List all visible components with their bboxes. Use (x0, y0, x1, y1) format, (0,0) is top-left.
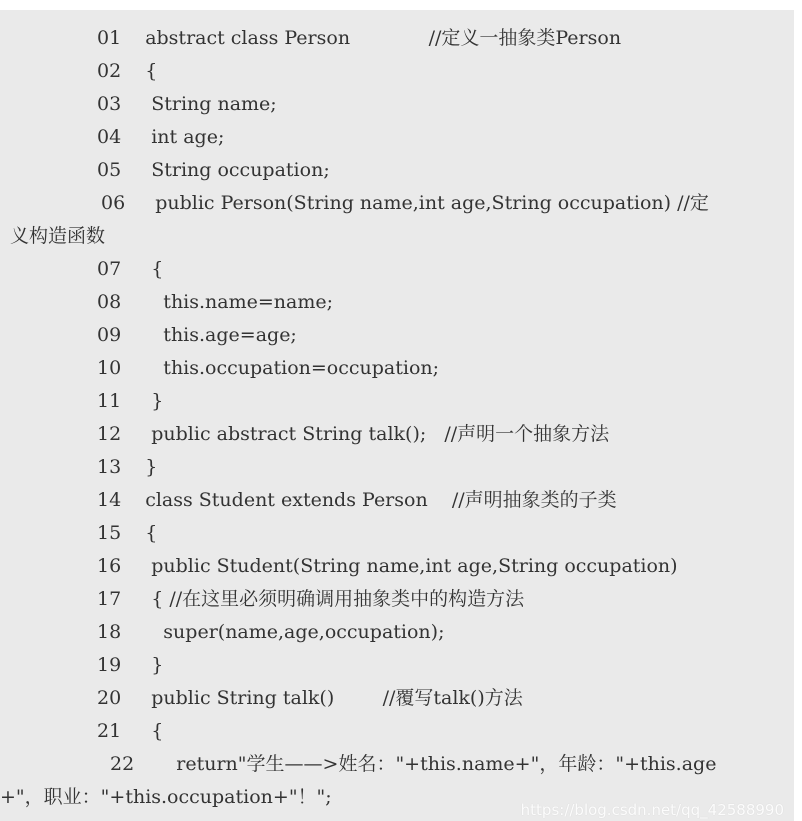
code-block (0, 10, 794, 821)
code-text: { //在这里必须明确调用抽象类中的构造方法 (145, 588, 525, 610)
line-number: 08 (97, 291, 122, 313)
code-line (97, 253, 163, 286)
code-text: public Person(String name,int age,String occupation) //定 (155, 192, 709, 214)
code-text: return"学生——>姓名："+this.name+"，年龄："+this.age (164, 753, 717, 775)
line-number: 15 (97, 522, 122, 544)
code-text: { (145, 258, 164, 280)
code-text: super(name,age,occupation); (145, 621, 445, 643)
watermark: https://blog.csdn.net/qq_42588990 (520, 801, 784, 819)
code-line (97, 319, 297, 352)
code-line-continuation (0, 781, 332, 814)
code-line (97, 286, 333, 319)
code-line (97, 484, 617, 517)
code-line (97, 616, 444, 649)
code-line (97, 121, 224, 154)
line-number: 06 (101, 192, 126, 214)
code-text: public String talk() //覆写talk()方法 (145, 687, 523, 709)
code-text: { (145, 720, 164, 742)
line-number: 05 (97, 159, 122, 181)
code-text: abstract class Person //定义一抽象类Person (145, 27, 622, 49)
code-line (97, 517, 157, 550)
line-number: 21 (97, 720, 122, 742)
line-number: 01 (97, 27, 122, 49)
code-line (97, 154, 330, 187)
line-number: 13 (97, 456, 122, 478)
code-line (97, 385, 163, 418)
code-line (97, 649, 163, 682)
code-text: public abstract String talk(); //声明一个抽象方法 (145, 423, 610, 445)
line-number: 18 (97, 621, 122, 643)
code-line (97, 418, 609, 451)
line-number: 02 (97, 60, 122, 82)
code-text: class Student extends Person //声明抽象类的子类 (145, 489, 617, 511)
line-number: 03 (97, 93, 122, 115)
line-number: 20 (97, 687, 122, 709)
code-text: String name; (145, 93, 277, 115)
code-line (97, 550, 678, 583)
line-number: 11 (97, 390, 122, 412)
code-line (97, 451, 157, 484)
code-line-continuation (10, 220, 105, 253)
code-text: } (145, 390, 164, 412)
code-line (110, 748, 716, 781)
code-text: +"，职业："+this.occupation+"！"; (0, 786, 332, 808)
code-text: } (145, 654, 164, 676)
code-line (97, 715, 163, 748)
line-number: 12 (97, 423, 122, 445)
code-text: this.occupation=occupation; (145, 357, 440, 379)
line-number: 17 (97, 588, 122, 610)
code-text: String occupation; (145, 159, 330, 181)
line-number: 04 (97, 126, 122, 148)
line-number: 07 (97, 258, 122, 280)
code-line (101, 187, 709, 220)
code-text: { (145, 522, 158, 544)
code-text: this.age=age; (145, 324, 297, 346)
line-number: 16 (97, 555, 122, 577)
code-line (97, 88, 277, 121)
code-line (97, 583, 524, 616)
code-text: { (145, 60, 158, 82)
line-number: 14 (97, 489, 122, 511)
code-text: public Student(String name,int age,String occupation) (145, 555, 678, 577)
line-number: 19 (97, 654, 122, 676)
code-text: this.name=name; (145, 291, 334, 313)
code-line (97, 352, 439, 385)
line-number: 09 (97, 324, 122, 346)
line-number: 22 (110, 753, 135, 775)
code-text: int age; (145, 126, 225, 148)
code-text: 义构造函数 (10, 225, 106, 247)
code-line (97, 55, 157, 88)
code-line (97, 22, 621, 55)
code-line (97, 682, 523, 715)
line-number: 10 (97, 357, 122, 379)
code-text: } (145, 456, 158, 478)
